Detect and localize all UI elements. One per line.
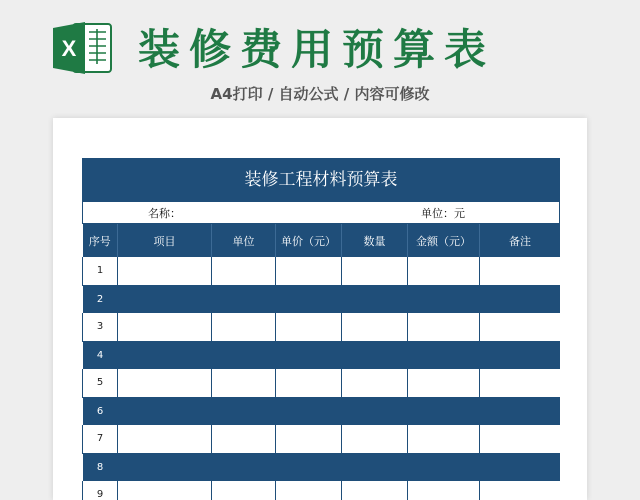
col-header-index: 序号 (83, 224, 118, 257)
excel-icon (51, 20, 113, 76)
table-cell[interactable] (408, 369, 480, 397)
table-cell[interactable] (212, 285, 276, 313)
table-cell[interactable] (480, 481, 561, 500)
page-title: 装修费用预算表 (138, 25, 496, 74)
row-index: 2 (83, 285, 118, 313)
table-cell[interactable] (276, 369, 342, 397)
table-cell[interactable] (480, 425, 561, 453)
table-cell[interactable] (212, 257, 276, 285)
col-header-amount: 金额（元） (408, 224, 480, 257)
table-row (83, 369, 561, 397)
table-cell[interactable] (408, 313, 480, 341)
table-cell[interactable] (118, 341, 212, 369)
unit-label: 单位：元 (421, 207, 465, 220)
sheet-title: 装修工程材料预算表 (82, 158, 560, 202)
table-cell[interactable] (276, 425, 342, 453)
table-row (83, 313, 561, 341)
row-index: 7 (83, 425, 118, 453)
table-row (83, 397, 561, 425)
col-header-remarks: 备注 (480, 224, 561, 257)
table-cell[interactable] (408, 425, 480, 453)
col-header-item: 项目 (118, 224, 212, 257)
table-cell[interactable] (276, 313, 342, 341)
table-cell[interactable] (342, 313, 408, 341)
banner (0, 0, 640, 118)
table-cell[interactable] (212, 481, 276, 500)
table-cell[interactable] (276, 397, 342, 425)
table-cell[interactable] (276, 453, 342, 481)
table-cell[interactable] (212, 341, 276, 369)
table-row (83, 481, 561, 500)
table-cell[interactable] (342, 369, 408, 397)
budget-sheet (82, 158, 560, 500)
col-header-unit: 单位 (212, 224, 276, 257)
table-header-row (83, 224, 561, 257)
table-cell[interactable] (408, 341, 480, 369)
table-cell[interactable] (276, 481, 342, 500)
table-cell[interactable] (342, 341, 408, 369)
row-index: 5 (83, 369, 118, 397)
table-cell[interactable] (480, 397, 561, 425)
table-cell[interactable] (408, 285, 480, 313)
table-cell[interactable] (480, 341, 561, 369)
table-cell[interactable] (212, 453, 276, 481)
name-label: 名称： (148, 207, 181, 220)
row-index: 9 (83, 481, 118, 500)
col-header-quantity: 数量 (342, 224, 408, 257)
table-cell[interactable] (212, 313, 276, 341)
table-cell[interactable] (342, 453, 408, 481)
row-index: 8 (83, 453, 118, 481)
row-index: 1 (83, 257, 118, 285)
table-cell[interactable] (408, 481, 480, 500)
table-cell[interactable] (118, 257, 212, 285)
table-cell[interactable] (118, 285, 212, 313)
table-cell[interactable] (342, 425, 408, 453)
table-cell[interactable] (118, 313, 212, 341)
table-cell[interactable] (480, 313, 561, 341)
table-cell[interactable] (480, 285, 561, 313)
table-cell[interactable] (212, 425, 276, 453)
table-cell[interactable] (342, 397, 408, 425)
table-cell[interactable] (276, 341, 342, 369)
table-row (83, 285, 561, 313)
table-cell[interactable] (342, 285, 408, 313)
table-cell[interactable] (342, 481, 408, 500)
table-row (83, 341, 561, 369)
info-row (82, 202, 560, 224)
table-row (83, 257, 561, 285)
table-cell[interactable] (480, 257, 561, 285)
col-header-price: 单价（元） (276, 224, 342, 257)
table-cell[interactable] (342, 257, 408, 285)
logo-letter: X (61, 36, 77, 61)
row-index: 4 (83, 341, 118, 369)
table-cell[interactable] (118, 425, 212, 453)
table-cell[interactable] (480, 453, 561, 481)
table-row (83, 425, 561, 453)
table-cell[interactable] (118, 397, 212, 425)
budget-table (82, 224, 560, 500)
table-cell[interactable] (276, 285, 342, 313)
table-cell[interactable] (212, 369, 276, 397)
table-cell[interactable] (118, 481, 212, 500)
table-cell[interactable] (118, 453, 212, 481)
row-index: 3 (83, 313, 118, 341)
table-row (83, 453, 561, 481)
table-cell[interactable] (480, 369, 561, 397)
table-cell[interactable] (118, 369, 212, 397)
table-cell[interactable] (276, 257, 342, 285)
page-subtitle: A4打印 / 自动公式 / 内容可修改 (210, 85, 430, 103)
table-cell[interactable] (212, 397, 276, 425)
table-cell[interactable] (408, 257, 480, 285)
table-cell[interactable] (408, 453, 480, 481)
table-cell[interactable] (408, 397, 480, 425)
row-index: 6 (83, 397, 118, 425)
